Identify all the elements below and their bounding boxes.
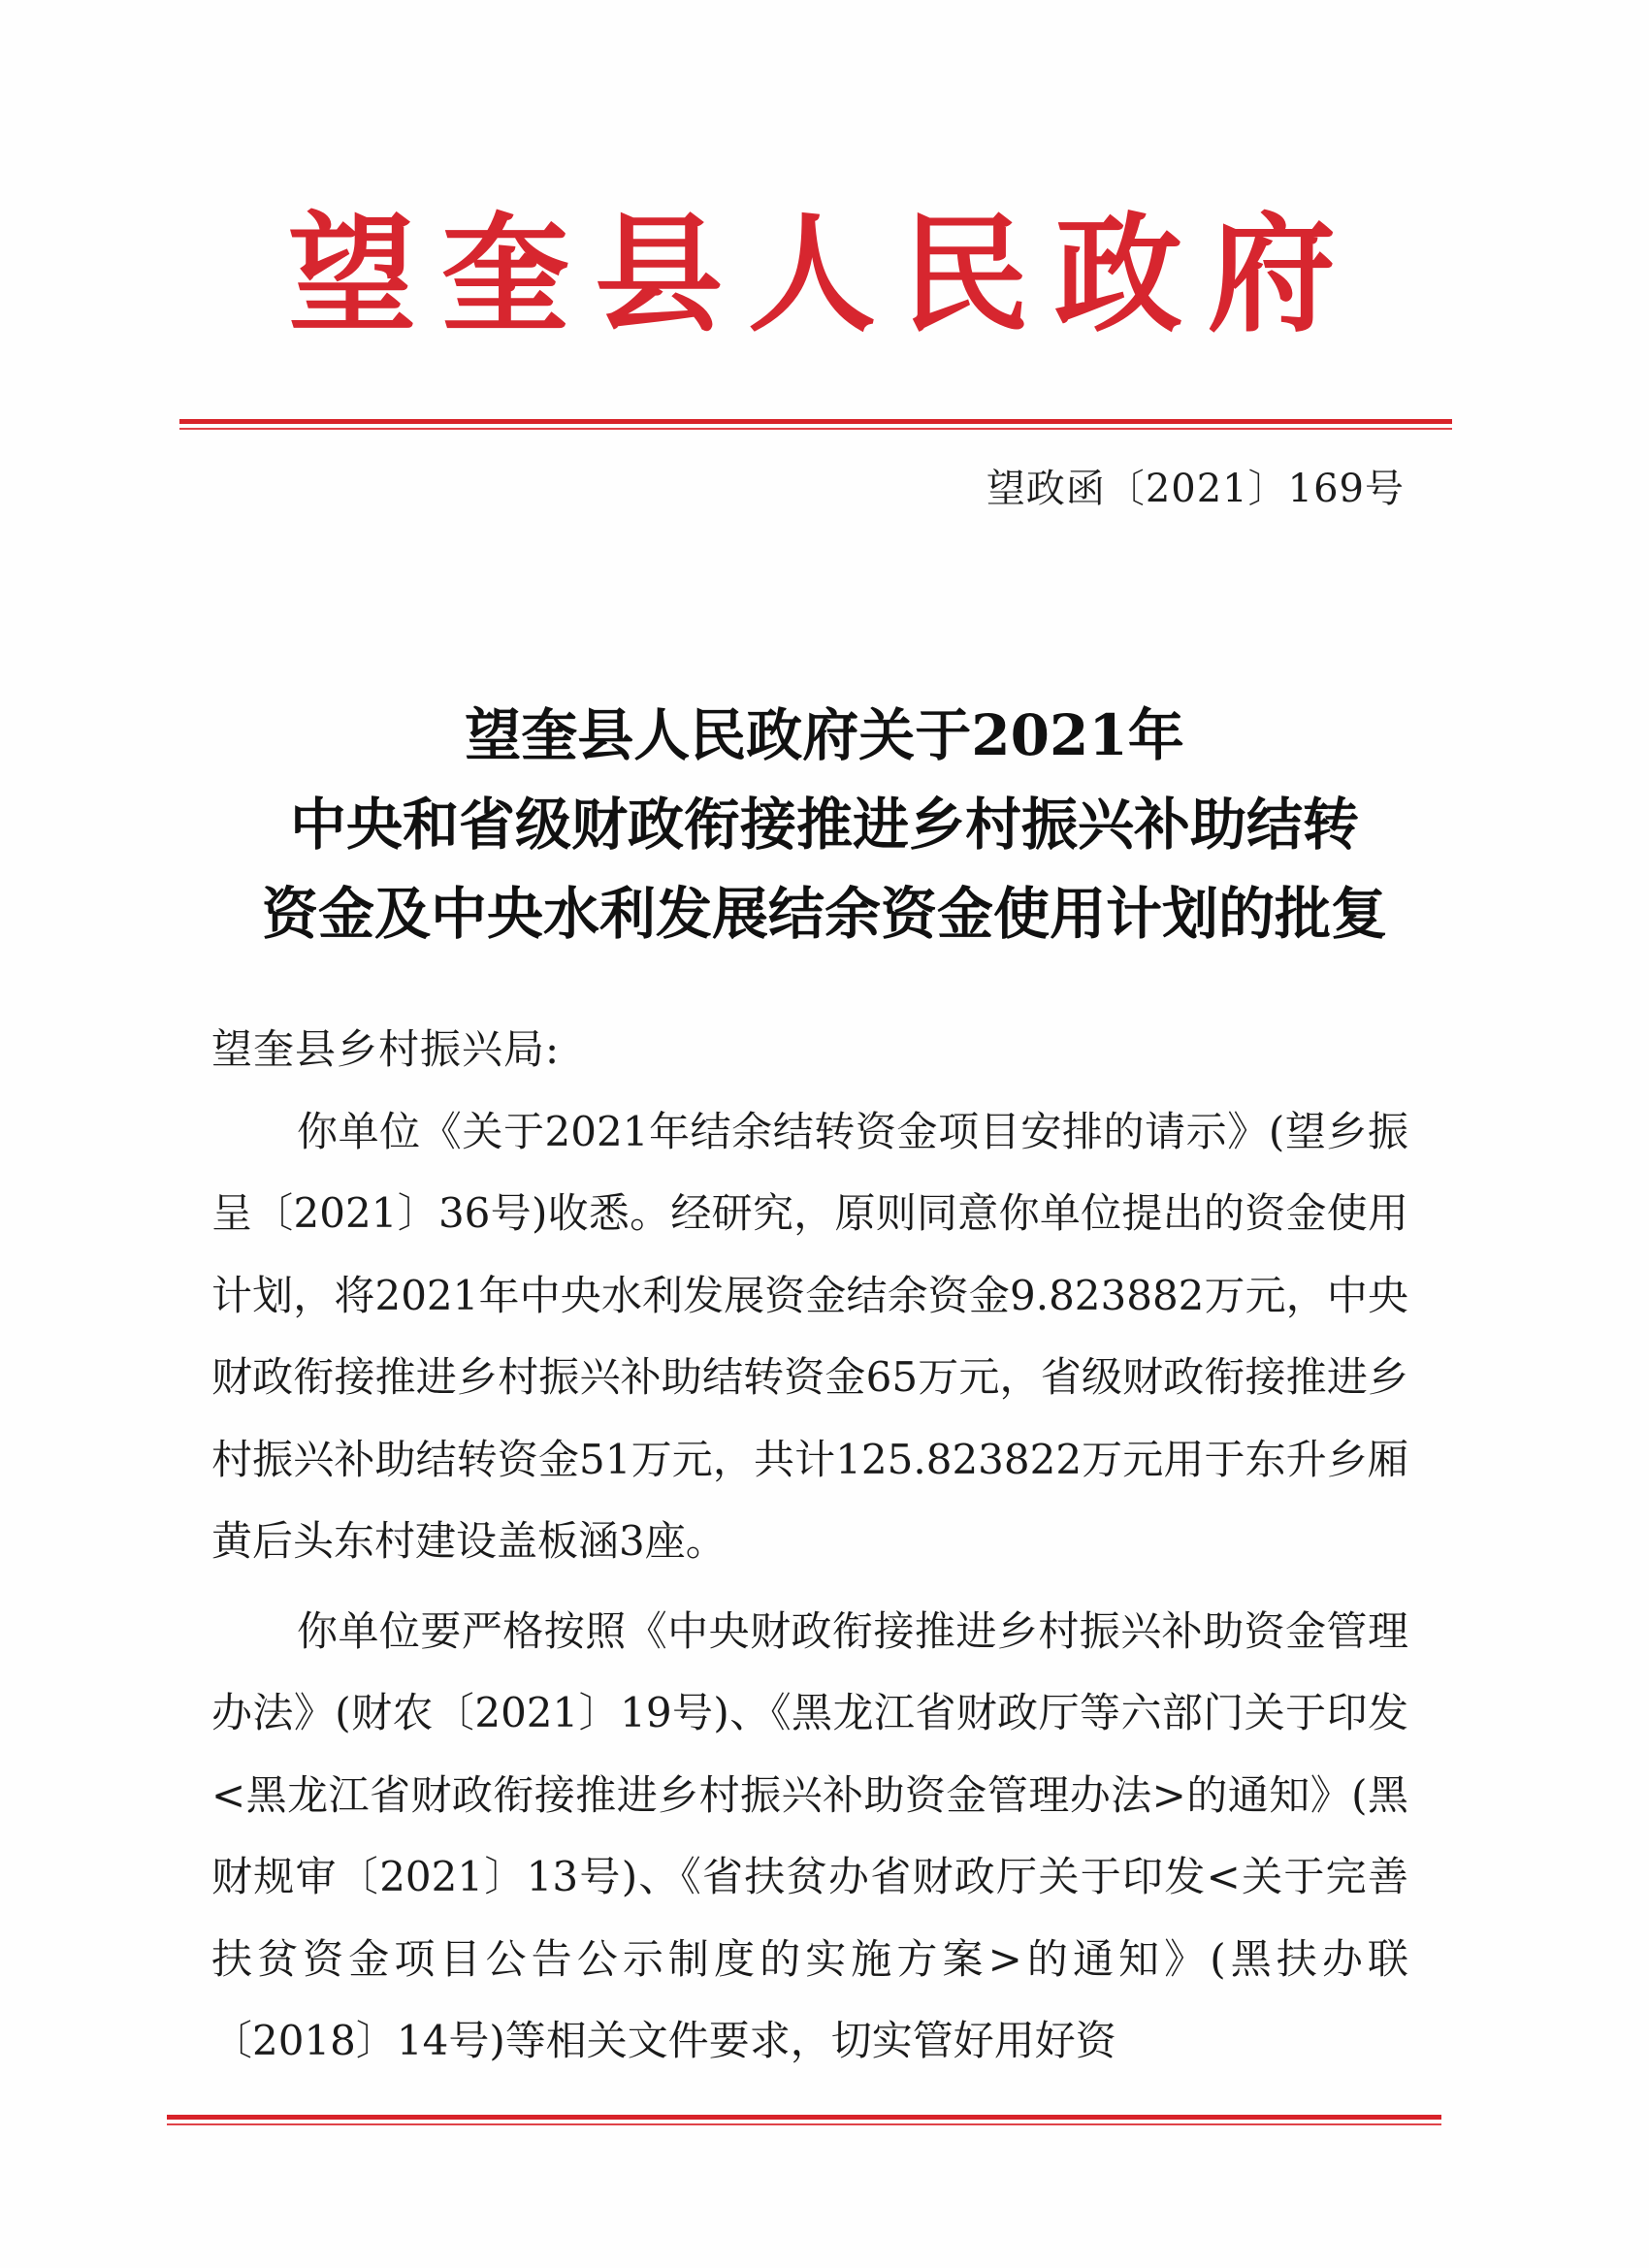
body-paragraph-2: 你单位要严格按照《中央财政衔接推进乡村振兴补助资金管理办法》(财农〔2021〕19号)、《黑龙江省财政厅等六部门关于印发<黑龙江省财政衔接推进乡村振兴补助资金管理办法>的通知》(黑财规审〔2021〕13号)、《省扶贫办省财政厅关于印发<关于完善扶贫资金项目公告公示制度的实施方案>的通知》(黑扶办联〔2018〕14号)等相关文件要求，切实管好用好资 [211,1606,1408,2064]
document-title-line-3: 资金及中央水利发展结余资金使用计划的批复 [261,881,1387,947]
document-title-line-2: 中央和省级财政衔接推进乡村振兴补助结转 [289,792,1359,858]
header-red-rule [179,419,1452,424]
document-body [211,1009,1408,2083]
header-red-rule-thin [179,428,1452,430]
issuing-organization-header: 望奎县人民政府 [288,200,1361,350]
footer-red-rule-thin [167,2123,1441,2125]
footer-red-rule [167,2115,1441,2120]
document-number: 望政函〔2021〕169号 [986,467,1405,511]
salutation: 望奎县乡村振兴局: [211,1025,561,1073]
document-title-line-1: 望奎县人民政府关于2021年 [465,702,1184,768]
document-title [146,691,1504,958]
paragraph-gap [211,1583,1408,1591]
body-paragraph-1: 你单位《关于2021年结余结转资金项目安排的请示》(望乡振呈〔2021〕36号)收悉。经研究，原则同意你单位提出的资金使用计划，将2021年中央水利发展资金结余资金9.823882万元，中央财政衔接推进乡村振兴补助结转资金65万元，省级财政衔接推进乡村振兴补助结转资金51万元，共计125.823822万元用于东升乡厢黄后头东村建设盖板涵3座。 [211,1107,1408,1565]
